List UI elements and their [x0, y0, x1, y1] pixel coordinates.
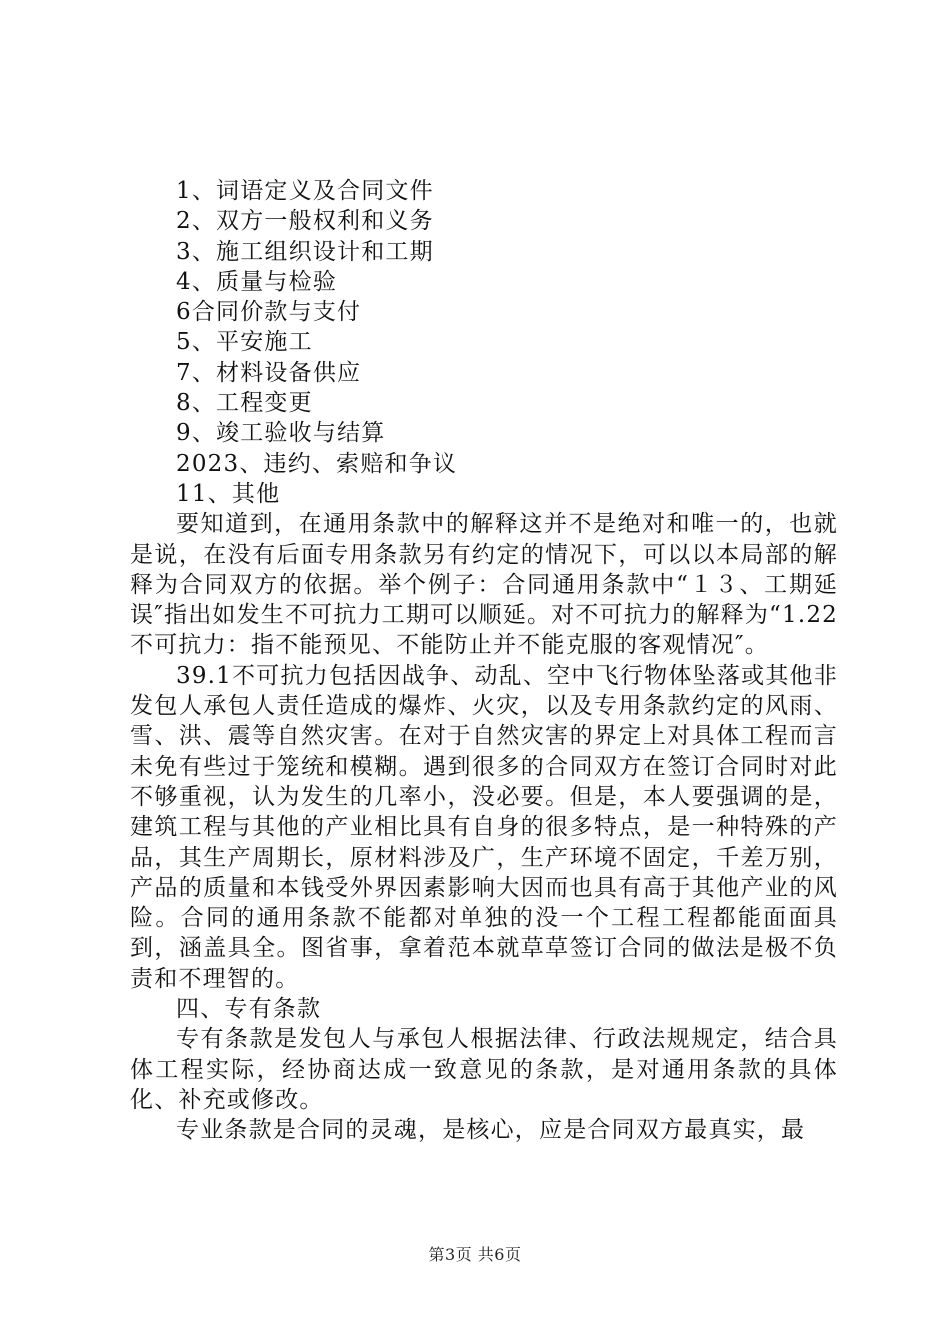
list-item: 2023、违约、索赔和争议: [176, 450, 458, 477]
list-item: 1、词语定义及合同文件: [176, 178, 434, 204]
list-item: 8、工程变更: [176, 390, 313, 417]
list-item: 5、平安施工: [176, 329, 313, 356]
list-item: 11、其他: [176, 480, 281, 507]
section-heading: 四、专有条款: [176, 996, 322, 1023]
list-item: 2、双方一般权利和义务: [176, 208, 434, 235]
list-item: 4、质量与检验: [176, 268, 338, 295]
paragraph-force-majeure: 39.1不可抗力包括因战争、动乱、空中飞行物体坠落或其他非发包人承包人责任造成的爆炸、火灾，以及专用条款约定的风雨、雪、洪、震等自然灾害。在对于自然灾害的界定上对具体工程而言未免有些过于笼统和模糊。遇到很多的合同双方在签订合同时对此不够重视，认为发生的几率小，没必要。但是，本人要强调的是，建筑工程与其他的产业相比具有自身的很多特点，是一种特殊的产品，其生产周期长，原材料涉及广，生产环境不固定，千差万别，产品的质量和本钱受外界因素影响大因而也具有高于其他产业的风险。合同的通用条款不能都对单独的没一个工程工程都能面面具到，涵盖具全。图省事，拿着范本就草草签订合同的做法是极不负责和不理智的。: [130, 662, 838, 992]
document-body: [130, 176, 838, 1146]
list-item: 3、施工组织设计和工期: [176, 238, 434, 265]
list-item: 9、竣工验收与结算: [176, 420, 386, 447]
page-footer: [0, 1242, 950, 1265]
page-number-label: 第3页 共6页: [428, 1245, 522, 1264]
list-item: 7、材料设备供应: [176, 359, 362, 386]
paragraph-special-terms: 专有条款是发包人与承包人根据法律、行政法规规定，结合具体工程实际，经协商达成一致意见的条款，是对通用条款的具体化、补充或修改。: [130, 1026, 838, 1113]
paragraph-special-terms-core: 专业条款是合同的灵魂，是核心，应是合同双方最真实，最: [176, 1117, 806, 1144]
list-item: 6合同价款与支付: [176, 299, 362, 326]
paragraph-general-terms: 要知道到，在通用条款中的解释这并不是绝对和唯一的，也就是说，在没有后面专用条款另有约定的情况下，可以以本局部的解释为合同双方的依据。举个例子：合同通用条款中“１３、工期延误″指出如发生不可抗力工期可以顺延。对不可抗力的解释为“1.22不可抗力：指不能预见、不能防止并不能克服的客观情况″。: [130, 511, 838, 659]
